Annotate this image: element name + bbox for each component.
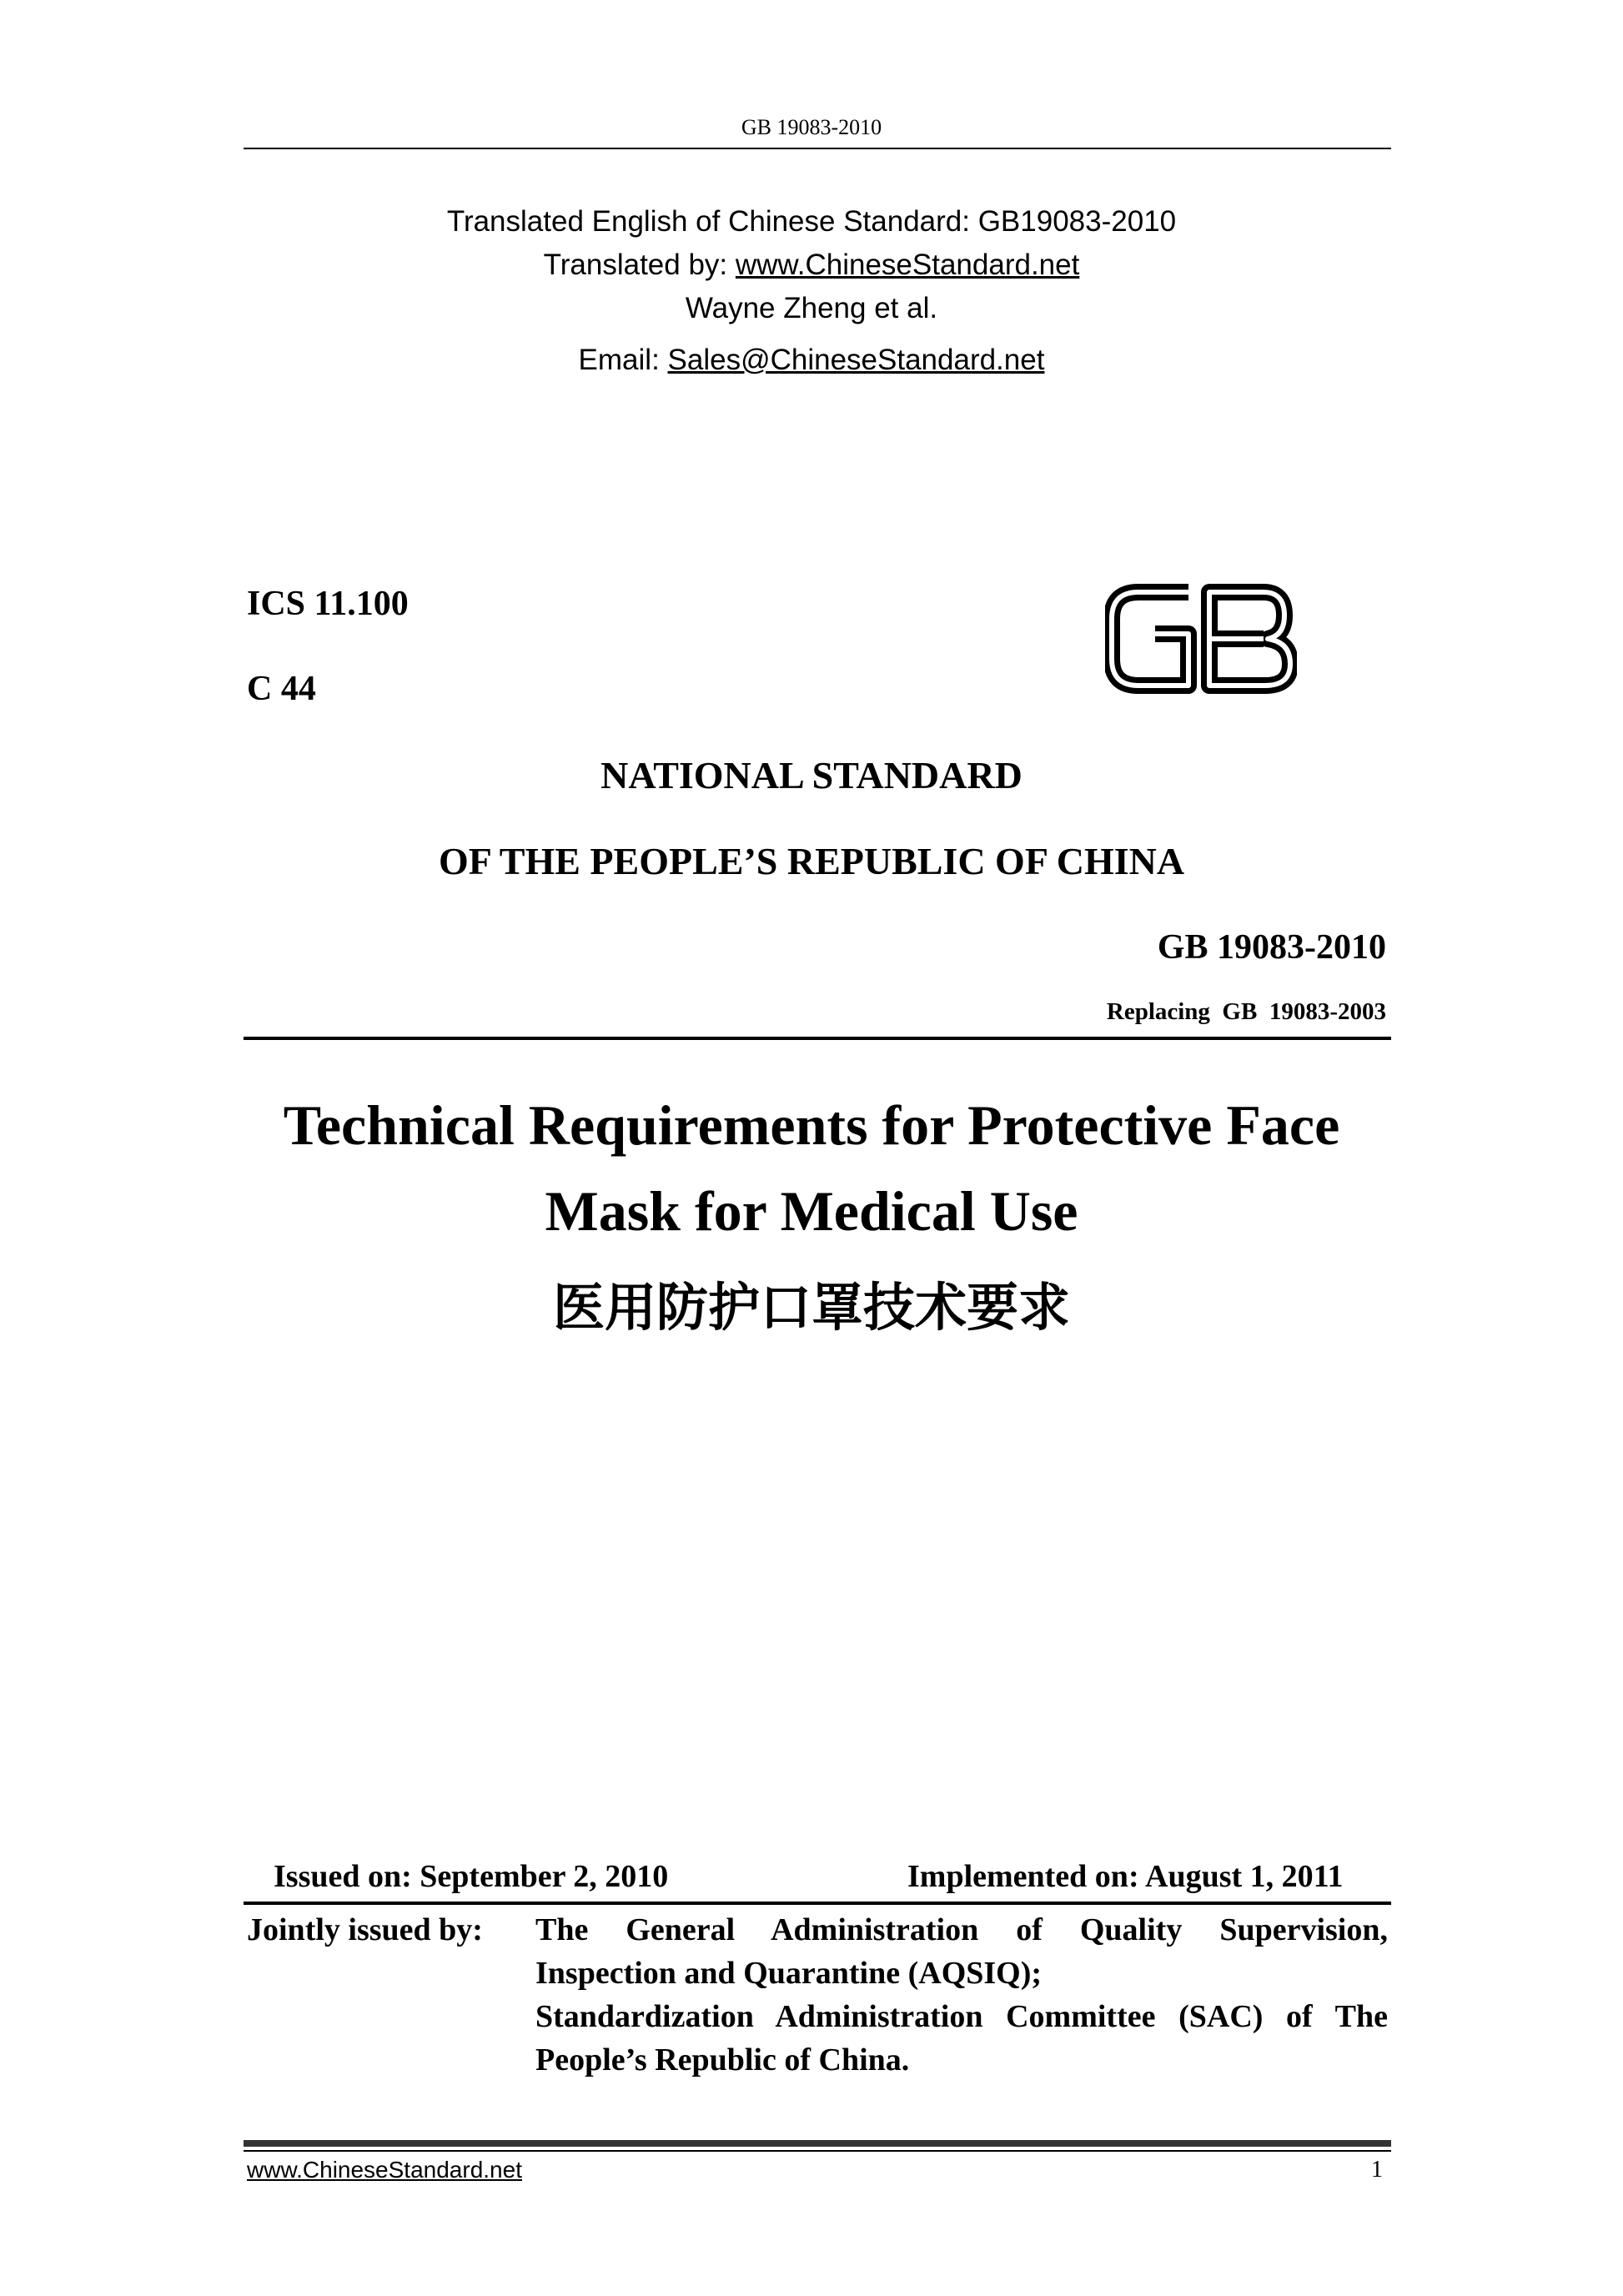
issued-date: Issued on: September 2, 2010: [274, 1859, 669, 1894]
ics-code: ICS 11.100: [247, 585, 409, 623]
translator-website-link[interactable]: www.ChineseStandard.net: [735, 249, 1080, 281]
running-header: [0, 115, 1623, 140]
header-doc-code: GB 19083-2010: [741, 115, 882, 139]
title-rule: [244, 1037, 1391, 1040]
issuing-authorities: [535, 1908, 1388, 2082]
translator-name: Wayne Zheng et al.: [685, 292, 938, 324]
implemented-date: Implemented on: August 1, 2011: [907, 1859, 1344, 1894]
translation-block: [0, 200, 1623, 382]
ccs-code: C 44: [247, 670, 316, 708]
national-standard-line2: OF THE PEOPLE’S REPUBLIC OF CHINA: [438, 840, 1185, 882]
translated-by-line: [0, 244, 1623, 287]
gb-logo: [1105, 575, 1297, 701]
national-standard-line1: NATIONAL STANDARD: [600, 754, 1023, 796]
footer-website-link-wrap: [247, 2157, 522, 2183]
footer-rule-thick: [244, 2140, 1391, 2147]
issuer-line2: Inspection and Quarantine (AQSIQ);: [535, 1956, 1043, 1991]
footer-rule-thin: [244, 2150, 1391, 2152]
jointly-issued-label: Jointly issued by:: [247, 1912, 483, 1947]
email-label: Email:: [578, 344, 668, 376]
standard-number: GB 19083-2010: [1157, 928, 1386, 967]
email-link[interactable]: Sales@ChineseStandard.net: [667, 344, 1045, 376]
document-title-line1: Technical Requirements for Protective Face: [283, 1093, 1340, 1157]
dates-rule: [244, 1902, 1391, 1905]
issuer-line1: The General Administration of Quality Supervision,: [535, 1912, 1388, 1947]
header-rule: [244, 148, 1391, 149]
email-line: [0, 339, 1623, 382]
page-number: 1: [1371, 2157, 1383, 2183]
replacing-standard: Replacing GB 19083-2003: [1106, 998, 1386, 1025]
issuer-line4: People’s Republic of China.: [535, 2042, 910, 2077]
document-title-line2: Mask for Medical Use: [545, 1179, 1078, 1243]
translated-by-label: Translated by:: [543, 249, 736, 281]
footer-website-link[interactable]: www.ChineseStandard.net: [247, 2157, 522, 2183]
translation-line: Translated English of Chinese Standard: GB19083-2010: [446, 205, 1177, 238]
document-title-chinese: 医用防护口罩技术要求: [552, 1279, 1070, 1337]
issuer-line3: Standardization Administration Committee (SAC) of The: [535, 1999, 1388, 2034]
